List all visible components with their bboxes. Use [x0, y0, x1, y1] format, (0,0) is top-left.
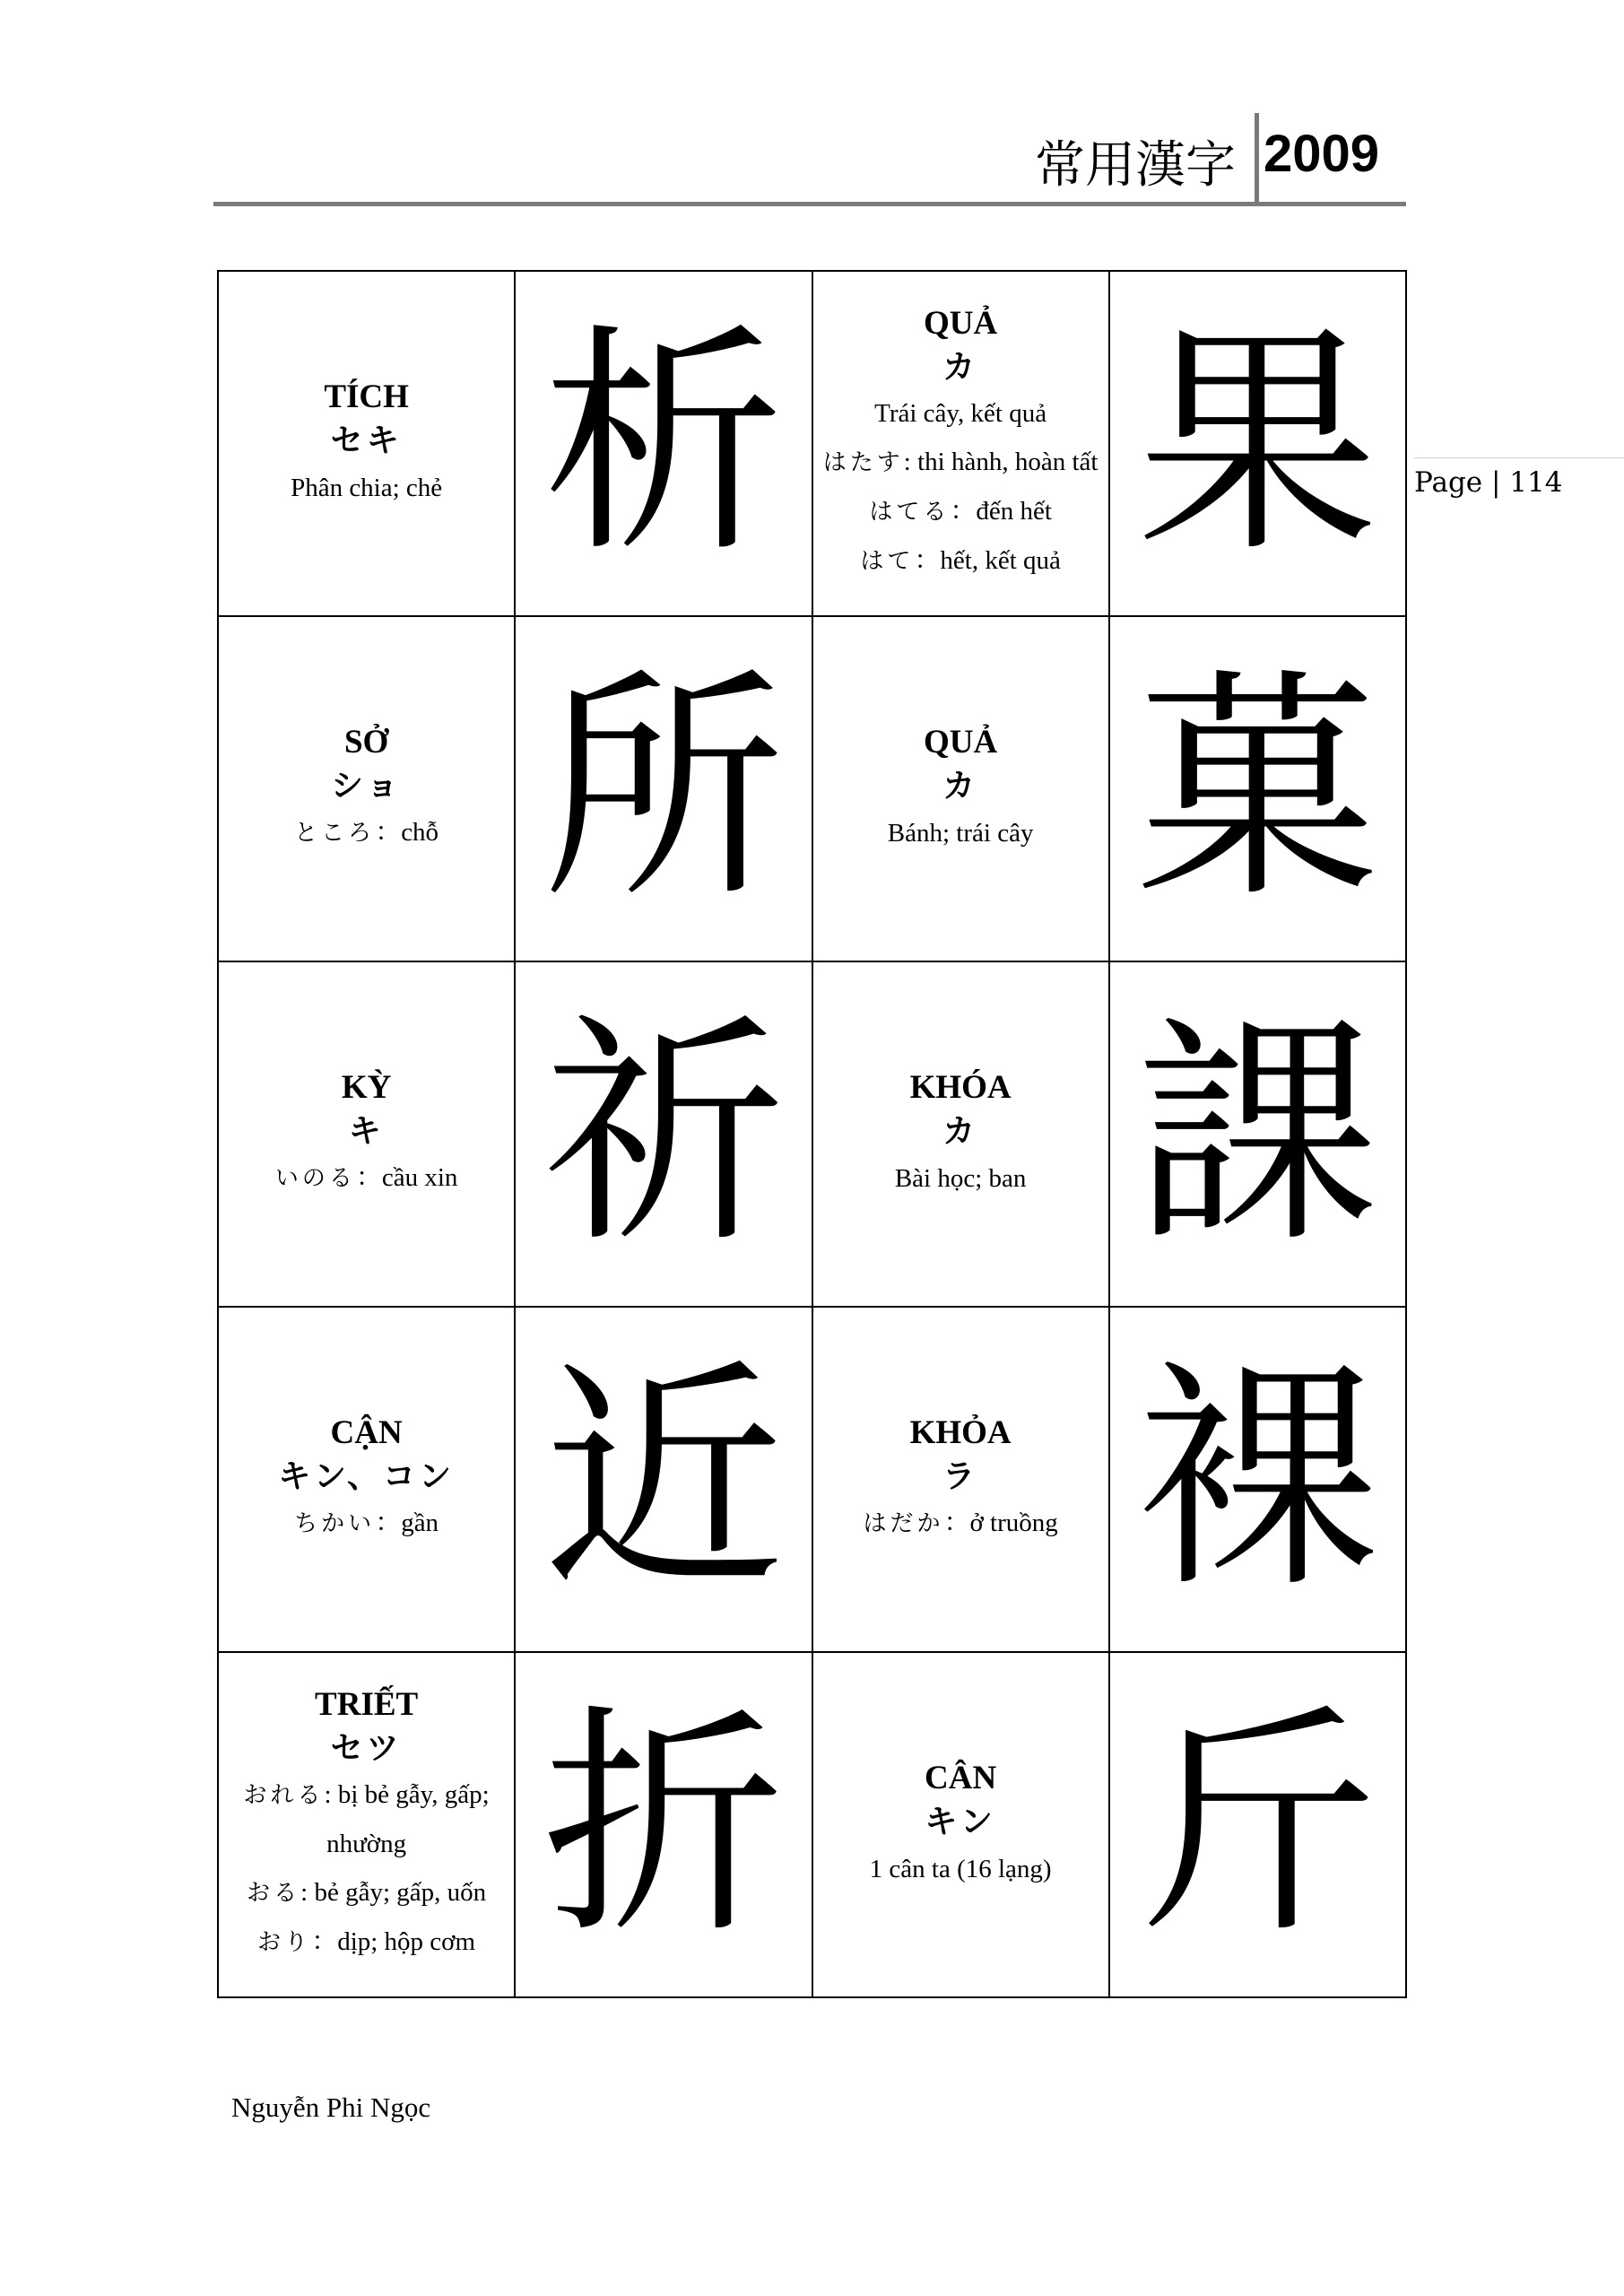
kanji-glyph-cell [515, 1652, 812, 1997]
kanji-character: 課 [1136, 992, 1379, 1275]
kanji-info-cell [812, 1307, 1109, 1652]
sino-vietnamese-reading: QUẢ [924, 724, 998, 761]
header-divider [1255, 113, 1259, 203]
meaning-line [821, 809, 1101, 857]
meaning-line [226, 1918, 507, 1967]
kunyomi-kana: ちかい [294, 1510, 376, 1538]
onyomi-kana: カ [942, 1113, 979, 1151]
table-row [218, 1652, 1406, 1997]
kunyomi-kana: おる [247, 1880, 301, 1908]
table-row [218, 961, 1406, 1307]
onyomi-kana: セツ [330, 1729, 403, 1767]
kanji-info-cell [812, 616, 1109, 961]
meaning-line [821, 536, 1101, 586]
kanji-glyph-cell [1109, 271, 1406, 616]
onyomi-kana: ショ [330, 767, 403, 804]
kanji-character: 祈 [542, 992, 785, 1275]
kanji-character: 所 [542, 647, 785, 930]
meaning-text: ：đến hết [950, 497, 1052, 526]
kanji-glyph-cell [1109, 961, 1406, 1307]
kanji-info [813, 1411, 1108, 1549]
onyomi-kana: カ [942, 768, 979, 805]
meaning-line [226, 1499, 507, 1548]
sidebar-rule [1414, 457, 1624, 458]
meaning-text: ：hết, kết quả [914, 546, 1061, 576]
kanji-character: 斤 [1136, 1683, 1379, 1966]
kanji-glyph-cell [1109, 1652, 1406, 1997]
onyomi-kana: キン、コン [278, 1457, 455, 1495]
kanji-character: 果 [1136, 301, 1379, 585]
kunyomi-kana: はて [860, 548, 915, 576]
meaning-text: : bẻ gẫy; gấp, uốn [300, 1878, 487, 1908]
page-number: Page | 114 [1414, 466, 1563, 499]
kanji-info [813, 720, 1108, 857]
meaning-line [226, 808, 507, 857]
kunyomi-kana: おり [257, 1929, 312, 1957]
meaning-text: Trái cây, kết quả [874, 399, 1047, 429]
kanji-glyph-cell [1109, 616, 1406, 961]
meaning-text: Bánh; trái cây [887, 818, 1034, 848]
meaning-text: ：ở truồng [943, 1509, 1058, 1538]
kunyomi-kana: はてる [869, 499, 951, 526]
kanji-character: 析 [542, 301, 785, 585]
kanji-glyph-cell [515, 961, 812, 1307]
meaning-text: : bị bẻ gẫy, gấp; nhường [324, 1780, 490, 1859]
kunyomi-kana: いのる [274, 1165, 356, 1193]
kanji-info [813, 301, 1108, 587]
kanji-character: 裸 [1136, 1337, 1379, 1621]
sino-vietnamese-reading: TRIẾT [315, 1685, 419, 1723]
table-row [218, 616, 1406, 961]
meaning-line [821, 1154, 1101, 1203]
sino-vietnamese-reading: TÍCH [324, 378, 409, 416]
onyomi-kana: カ [942, 348, 979, 386]
meaning-line [821, 487, 1101, 536]
sino-vietnamese-reading: CÂN [925, 1760, 997, 1797]
kanji-glyph-cell [515, 1307, 812, 1652]
meaning-line [821, 389, 1101, 438]
meaning-text: ：chỗ [375, 818, 439, 848]
footer-author: Nguyễn Phi Ngọc [231, 2092, 431, 2123]
kunyomi-kana: はだか [863, 1510, 944, 1538]
meaning-text: ：gần [375, 1509, 439, 1538]
kanji-glyph-cell [515, 616, 812, 961]
kanji-info-cell [812, 271, 1109, 616]
kanji-table-body [218, 271, 1406, 1997]
meaning-line [821, 1845, 1101, 1893]
kanji-info-cell [218, 961, 515, 1307]
kanji-info-cell [218, 616, 515, 961]
sino-vietnamese-reading: KỲ [341, 1068, 392, 1106]
meaning-text: ：cầu xin [355, 1163, 458, 1193]
kunyomi-kana: はたす [822, 449, 904, 477]
meaning-text: Phân chia; chẻ [291, 473, 443, 502]
kanji-glyph-cell [1109, 1307, 1406, 1652]
meaning-text: ：dịp; hộp cơm [311, 1927, 476, 1957]
meaning-text: : thi hành, hoàn tất [903, 448, 1099, 477]
kanji-info [219, 375, 514, 512]
kanji-info-cell [812, 1652, 1109, 1997]
sino-vietnamese-reading: KHÓA [909, 1069, 1012, 1107]
kanji-info-cell [218, 1652, 515, 1997]
kanji-info-cell [218, 271, 515, 616]
meaning-line [226, 464, 507, 512]
kanji-info-cell [218, 1307, 515, 1652]
table-row [218, 271, 1406, 616]
meaning-line [821, 438, 1101, 487]
meaning-text: 1 cân ta (16 lạng) [869, 1854, 1052, 1883]
sino-vietnamese-reading: CẬN [330, 1413, 403, 1451]
sino-vietnamese-reading: QUẢ [924, 304, 998, 342]
table-row [218, 1307, 1406, 1652]
kanji-info-cell [812, 961, 1109, 1307]
meaning-line [821, 1499, 1101, 1548]
header-rule [213, 202, 1406, 206]
onyomi-kana: ラ [942, 1457, 979, 1495]
meaning-line [226, 1770, 507, 1868]
kanji-info [219, 1683, 514, 1968]
kanji-info [219, 1411, 514, 1549]
header-title: 常用漢字 [1035, 136, 1236, 195]
onyomi-kana: セキ [330, 422, 403, 460]
kanji-table [217, 270, 1407, 1998]
kunyomi-kana: ところ [294, 820, 376, 848]
kanji-character: 折 [542, 1683, 785, 1966]
kanji-info [813, 1065, 1108, 1203]
page-header [213, 108, 1406, 206]
meaning-line [226, 1868, 507, 1918]
kanji-info [813, 1756, 1108, 1893]
meaning-text: Bài học; ban [894, 1163, 1027, 1193]
kanji-info [219, 1065, 514, 1204]
sino-vietnamese-reading: SỞ [343, 723, 389, 761]
sino-vietnamese-reading: KHỎA [909, 1413, 1012, 1451]
kanji-info [219, 720, 514, 858]
kanji-glyph-cell [515, 271, 812, 616]
header-year: 2009 [1263, 125, 1379, 183]
meaning-line [226, 1153, 507, 1203]
kanji-character: 近 [542, 1337, 785, 1621]
kanji-character: 菓 [1136, 647, 1379, 930]
onyomi-kana: キン [925, 1804, 996, 1841]
onyomi-kana: キ [348, 1112, 385, 1150]
kunyomi-kana: おれる [243, 1782, 325, 1810]
